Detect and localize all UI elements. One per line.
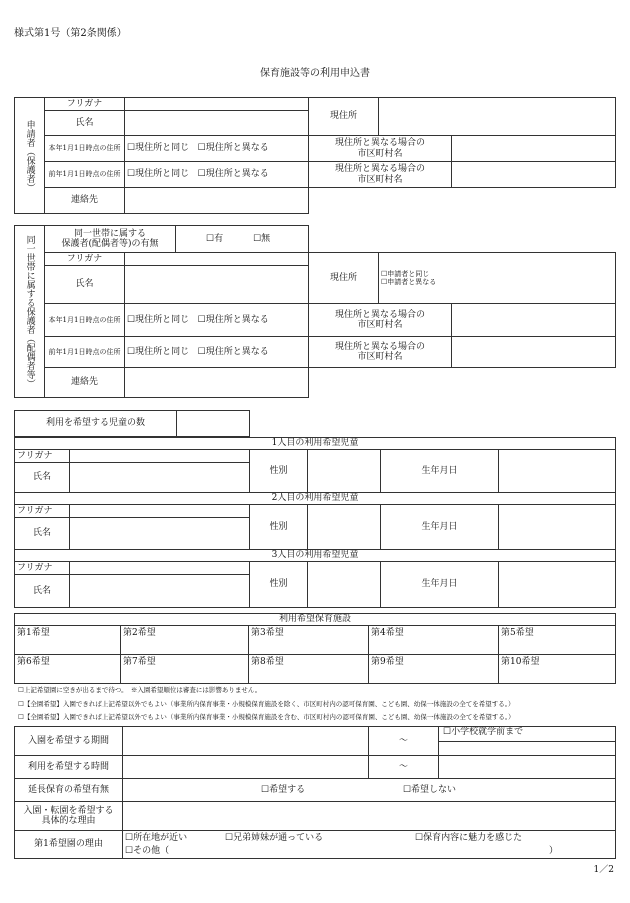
time-tilde: ～ [369, 756, 439, 779]
child-2-name-label: 氏名 [15, 518, 70, 550]
spouse-prev-jan1-options[interactable] [125, 337, 309, 368]
time-end-field[interactable] [439, 756, 616, 779]
other-checkbox[interactable]: ☐その他（ [125, 845, 170, 856]
child-3-furigana-field[interactable] [70, 562, 250, 575]
period-start-field[interactable] [123, 727, 369, 756]
child-1-gender-label: 性別 [250, 450, 308, 493]
spouse-name-label: 氏名 [45, 266, 125, 304]
near-checkbox[interactable]: ☐所在地が近い [125, 832, 188, 843]
bottom-table [14, 726, 616, 859]
facility-choice-7[interactable]: 第7希望 [121, 655, 249, 684]
facility-choice-2[interactable]: 第2希望 [121, 626, 249, 655]
different-checkbox[interactable]: ☐現住所と異なる [197, 314, 269, 325]
want-extended-checkbox[interactable]: ☐希望する [261, 784, 306, 795]
other-close: ） [549, 845, 559, 856]
applicant-jan1-city-field[interactable] [452, 136, 616, 162]
all-facilities-incl-checkbox[interactable]: ☐【全園希望】入園できれば上記希望以外でもよい（事業所内保育事業・小規模保育施設を含む、市区町村内の認可保育園、こども園、幼保一体施設の全てを希望する。） [18, 713, 515, 721]
period-tilde: ～ [369, 727, 439, 756]
spouse-address-label: 現住所 [309, 253, 379, 304]
child-3-heading: 3人目の利用希望児童 [15, 550, 616, 562]
first-reason-label: 第1希望園の理由 [15, 831, 123, 859]
same-checkbox[interactable]: ☐現住所と同じ [127, 143, 190, 154]
child-2-furigana-field[interactable] [70, 505, 250, 518]
spouse-table [14, 225, 616, 398]
applicant-jan1-city-label: 現住所と異なる場合の 市区町村名 [309, 136, 452, 162]
child-3-gender-field[interactable] [308, 562, 381, 608]
waiting-options [18, 684, 618, 725]
facility-choice-9[interactable]: 第9希望 [369, 655, 499, 684]
child-2-gender-field[interactable] [308, 505, 381, 550]
not-want-extended-checkbox[interactable]: ☐希望しない [402, 784, 457, 795]
period-end-cell[interactable] [439, 727, 616, 756]
child-1-name-label: 氏名 [15, 463, 70, 493]
applicant-address-field[interactable] [379, 98, 616, 136]
child-1-gender-field[interactable] [308, 450, 381, 493]
same-checkbox[interactable]: ☐現住所と同じ [127, 314, 190, 325]
applicant-jan1-label: 本年1月1日時点の住所 [45, 136, 125, 162]
until-school-checkbox[interactable]: ☐小学校就学前まで [439, 727, 615, 742]
applicant-contact-field[interactable] [125, 188, 309, 214]
reason-field[interactable] [123, 802, 616, 831]
applicant-furigana-field[interactable] [125, 98, 309, 111]
applicant-contact-label: 連絡先 [45, 188, 125, 214]
child-2-birth-label: 生年月日 [381, 505, 499, 550]
facility-choice-5[interactable]: 第5希望 [499, 626, 616, 655]
spouse-jan1-options[interactable] [125, 304, 309, 337]
facility-heading: 利用希望保育施設 [15, 614, 616, 626]
content-checkbox[interactable]: ☐保育内容に魅力を感じた [415, 832, 523, 843]
spouse-exists-label: 同一世帯に属する 保護者(配偶者等)の有無 [45, 226, 176, 252]
spouse-contact-label: 連絡先 [45, 368, 125, 398]
child-3-furigana-label: フリガナ [15, 562, 70, 575]
spouse-jan1-city-label: 現住所と異なる場合の 市区町村名 [309, 304, 452, 337]
facility-table [14, 613, 616, 684]
same-checkbox[interactable]: ☐現住所と同じ [127, 346, 190, 357]
spouse-exists-row [45, 226, 309, 253]
spouse-jan1-city-field[interactable] [452, 304, 616, 337]
child-1-birth-label: 生年月日 [381, 450, 499, 493]
facility-choice-6[interactable]: 第6希望 [15, 655, 121, 684]
spouse-address-options[interactable] [379, 253, 616, 304]
applicant-table [14, 97, 616, 214]
period-label: 入園を希望する期間 [15, 727, 123, 756]
applicant-prev-city-label: 現住所と異なる場合の 市区町村名 [309, 162, 452, 188]
child-1-furigana-field[interactable] [70, 450, 250, 463]
child-1-heading: 1人目の利用希望児童 [15, 438, 616, 450]
spouse-prev-city-field[interactable] [452, 337, 616, 368]
spouse-name-field[interactable] [125, 266, 309, 304]
applicant-name-label: 氏名 [45, 111, 125, 136]
applicant-section-label: 申請者（保護者） [15, 98, 45, 214]
page-number: 1／2 [593, 865, 614, 875]
child-1-name-field[interactable] [70, 463, 250, 493]
facility-choice-3[interactable]: 第3希望 [249, 626, 369, 655]
spouse-no-checkbox[interactable]: ☐無 [253, 233, 271, 244]
spouse-furigana-field[interactable] [125, 253, 309, 266]
document-title: 保育施設等の利用申込書 [260, 68, 370, 79]
form-number: 様式第1号（第2条関係） [14, 28, 127, 39]
spouse-furigana-label: フリガナ [45, 253, 125, 266]
child-2-furigana-label: フリガナ [15, 505, 70, 518]
applicant-address-label: 現住所 [309, 98, 379, 136]
applicant-jan1-options[interactable] [125, 136, 309, 162]
applicant-prev-city-field[interactable] [452, 162, 616, 188]
time-label: 利用を希望する時間 [15, 756, 123, 779]
same-checkbox[interactable]: ☐現住所と同じ [127, 169, 190, 180]
child-count-field[interactable] [177, 411, 250, 437]
child-2-heading: 2人目の利用希望児童 [15, 493, 616, 505]
wait-checkbox[interactable]: ☐上記希望園に空きが出るまで待つ。 ※入園希望順位は審査には影響ありません。 [18, 686, 262, 694]
child-3-gender-label: 性別 [250, 562, 308, 608]
child-3-birth-field[interactable] [499, 562, 616, 608]
child-count-label: 利用を希望する児童の数 [15, 411, 177, 437]
child-3-name-field[interactable] [70, 575, 250, 608]
different-checkbox[interactable]: ☐現住所と異なる [197, 346, 269, 357]
child-2-birth-field[interactable] [499, 505, 616, 550]
applicant-furigana-label: フリガナ [45, 98, 125, 111]
facility-choice-8[interactable]: 第8希望 [249, 655, 369, 684]
sibling-checkbox[interactable]: ☐兄弟姉妹が通っている [225, 832, 324, 843]
reason-label: 入園・転園を希望する 具体的な理由 [15, 802, 123, 831]
spouse-prev-city-label: 現住所と異なる場合の 市区町村名 [309, 337, 452, 368]
all-facilities-excl-checkbox[interactable]: ☐【全園希望】入園できれば上記希望以外でもよい（事業所内保育事業・小規模保育施設を除く、市区町村内の認可保育園、こども園、幼保一体施設の全てを希望する。） [18, 699, 515, 708]
child-2-name-field[interactable] [70, 518, 250, 550]
spouse-yes-checkbox[interactable]: ☐有 [206, 233, 224, 244]
spouse-section-label: 同一世帯に属する保護者（配偶者等） [15, 226, 45, 398]
spouse-jan1-label: 本年1月1日時点の住所 [45, 304, 125, 337]
spouse-contact-field[interactable] [125, 368, 309, 398]
child-3-birth-label: 生年月日 [381, 562, 499, 608]
extended-options [123, 779, 616, 802]
applicant-name-field[interactable] [125, 111, 309, 136]
different-checkbox[interactable]: ☐現住所と異なる [197, 143, 269, 154]
facility-choice-4[interactable]: 第4希望 [369, 626, 499, 655]
facility-choice-1[interactable]: 第1希望 [15, 626, 121, 655]
different-checkbox[interactable]: ☐現住所と異なる [197, 169, 269, 180]
child-2-gender-label: 性別 [250, 505, 308, 550]
child-1-furigana-label: フリガナ [15, 450, 70, 463]
applicant-prev-jan1-options[interactable] [125, 162, 309, 188]
children-table [14, 437, 616, 608]
diff-from-applicant-checkbox[interactable]: ☐申請者と異なる [381, 278, 437, 286]
child-1-birth-field[interactable] [499, 450, 616, 493]
applicant-prev-jan1-label: 前年1月1日時点の住所 [45, 162, 125, 188]
first-reason-options [123, 831, 616, 859]
spouse-prev-jan1-label: 前年1月1日時点の住所 [45, 337, 125, 368]
time-start-field[interactable] [123, 756, 369, 779]
child-3-name-label: 氏名 [15, 575, 70, 608]
child-count-table [14, 410, 250, 437]
same-as-applicant-checkbox[interactable]: ☐申請者と同じ [381, 269, 430, 278]
extended-label: 延長保育の希望有無 [15, 779, 123, 802]
facility-choice-10[interactable]: 第10希望 [499, 655, 616, 684]
